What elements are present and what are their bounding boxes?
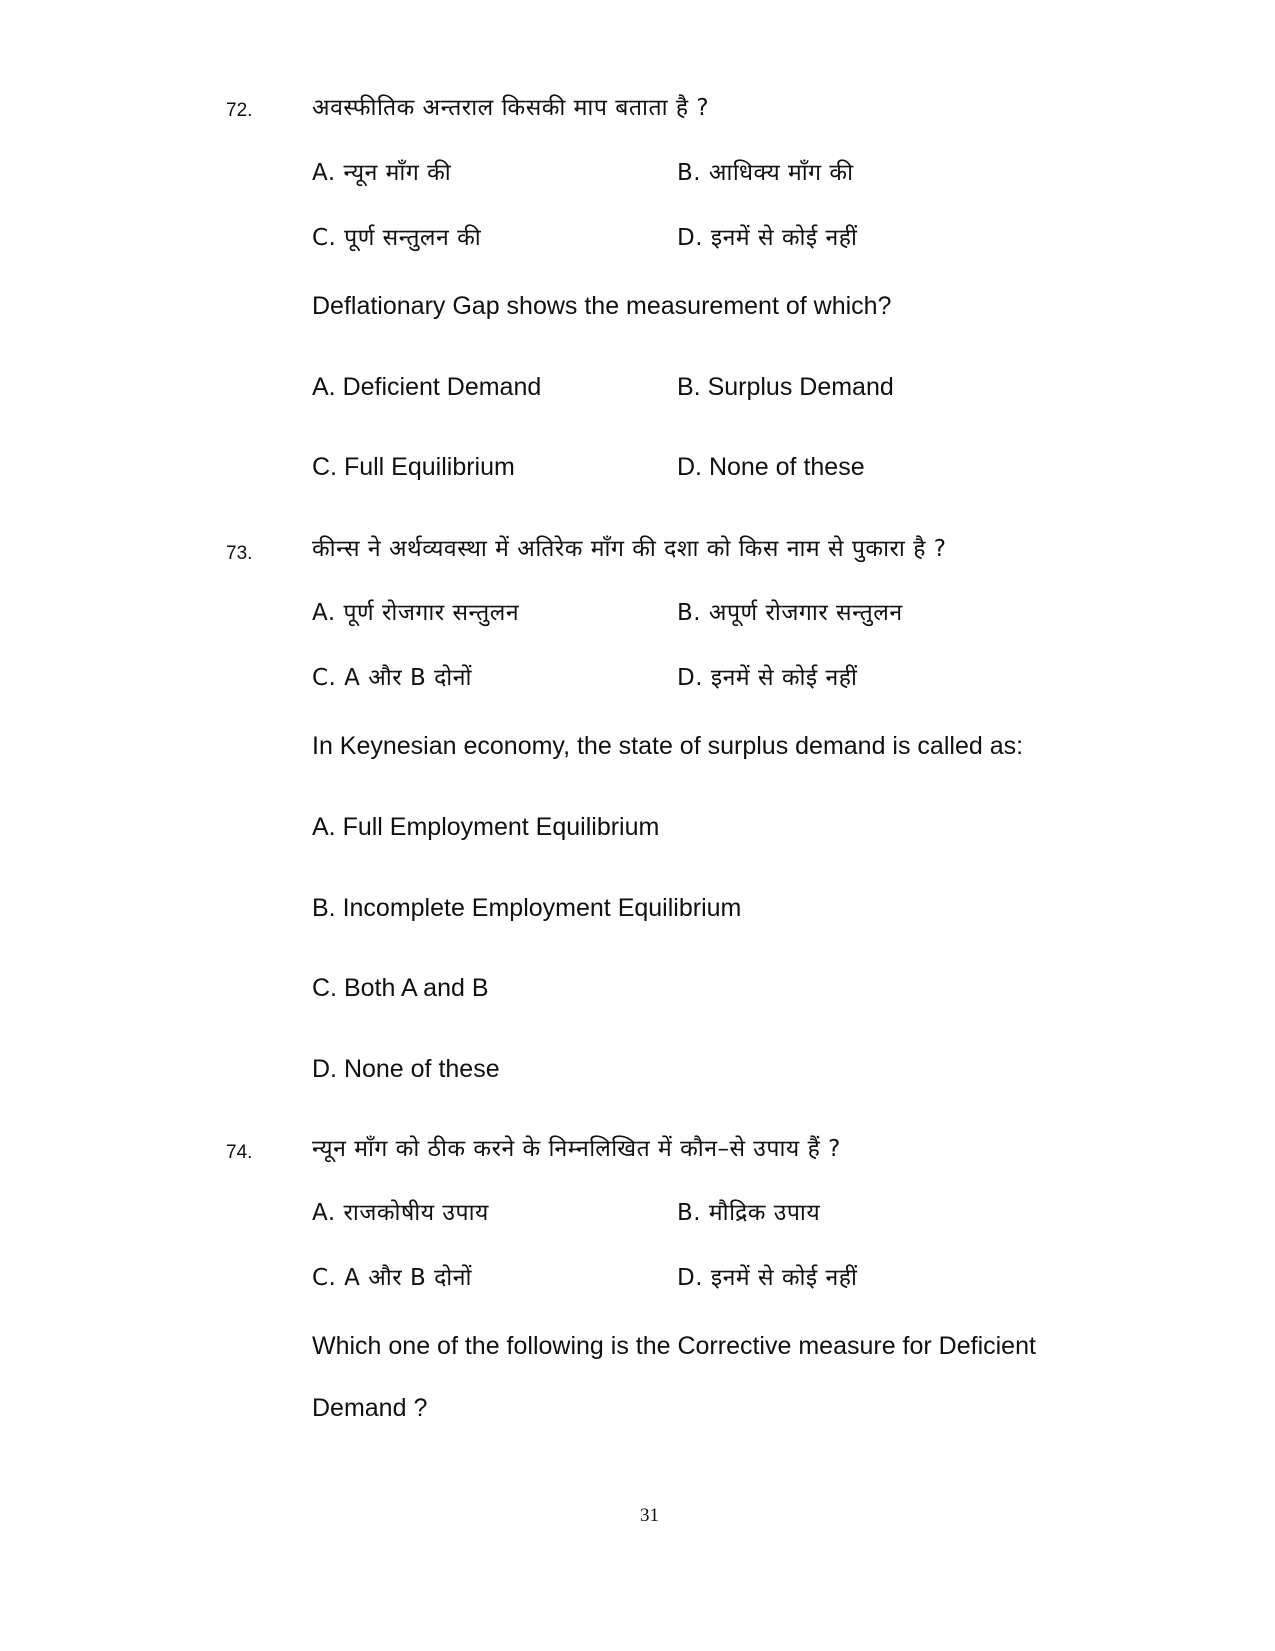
question-text-hindi: न्यून माँग को ठीक करने के निम्नलिखित में कौन–से उपाय हैं ? bbox=[312, 1136, 841, 1162]
option-c-english: C. Both A and B bbox=[312, 974, 489, 1002]
option-b-english: B. Incomplete Employment Equilibrium bbox=[312, 894, 742, 922]
option-c-english: C. Full Equilibrium bbox=[312, 453, 515, 481]
question-number: 73. bbox=[226, 543, 253, 564]
option-b-hindi: B. आधिक्य माँग की bbox=[677, 160, 854, 186]
question-text-english: Deflationary Gap shows the measurement of which? bbox=[312, 292, 892, 320]
question-text-english: In Keynesian economy, the state of surplus demand is called as: bbox=[312, 732, 1024, 760]
question-text-english-line-1: Which one of the following is the Corrective measure for Deficient bbox=[312, 1332, 1036, 1360]
option-a-english: A. Full Employment Equilibrium bbox=[312, 813, 660, 841]
option-a-english: A. Deficient Demand bbox=[312, 373, 542, 401]
question-number: 74. bbox=[226, 1142, 253, 1163]
option-d-hindi: D. इनमें से कोई नहीं bbox=[677, 665, 858, 691]
option-c-hindi: C. A और B दोनों bbox=[312, 1265, 472, 1291]
option-b-hindi: B. अपूर्ण रोजगार सन्तुलन bbox=[677, 600, 903, 626]
option-d-english: D. None of these bbox=[312, 1055, 500, 1083]
option-d-hindi: D. इनमें से कोई नहीं bbox=[677, 1265, 858, 1291]
option-a-hindi: A. पूर्ण रोजगार सन्तुलन bbox=[312, 600, 520, 626]
question-text-hindi: कीन्स ने अर्थव्यवस्था में अतिरेक माँग की दशा को किस नाम से पुकारा है ? bbox=[312, 536, 947, 562]
question-text-hindi: अवस्फीतिक अन्तराल किसकी माप बताता है ? bbox=[312, 95, 710, 121]
option-c-hindi: C. A और B दोनों bbox=[312, 665, 472, 691]
option-b-hindi: B. मौद्रिक उपाय bbox=[677, 1200, 821, 1226]
option-d-english: D. None of these bbox=[677, 453, 865, 481]
question-text-english-line-2: Demand ? bbox=[312, 1394, 428, 1422]
option-a-hindi: A. राजकोषीय उपाय bbox=[312, 1200, 489, 1226]
option-c-hindi: C. पूर्ण सन्तुलन की bbox=[312, 225, 482, 251]
option-b-english: B. Surplus Demand bbox=[677, 373, 894, 401]
option-a-hindi: A. न्यून माँग की bbox=[312, 160, 452, 186]
page-number: 31 bbox=[640, 1505, 659, 1526]
option-d-hindi: D. इनमें से कोई नहीं bbox=[677, 225, 858, 251]
question-number: 72. bbox=[226, 100, 253, 121]
